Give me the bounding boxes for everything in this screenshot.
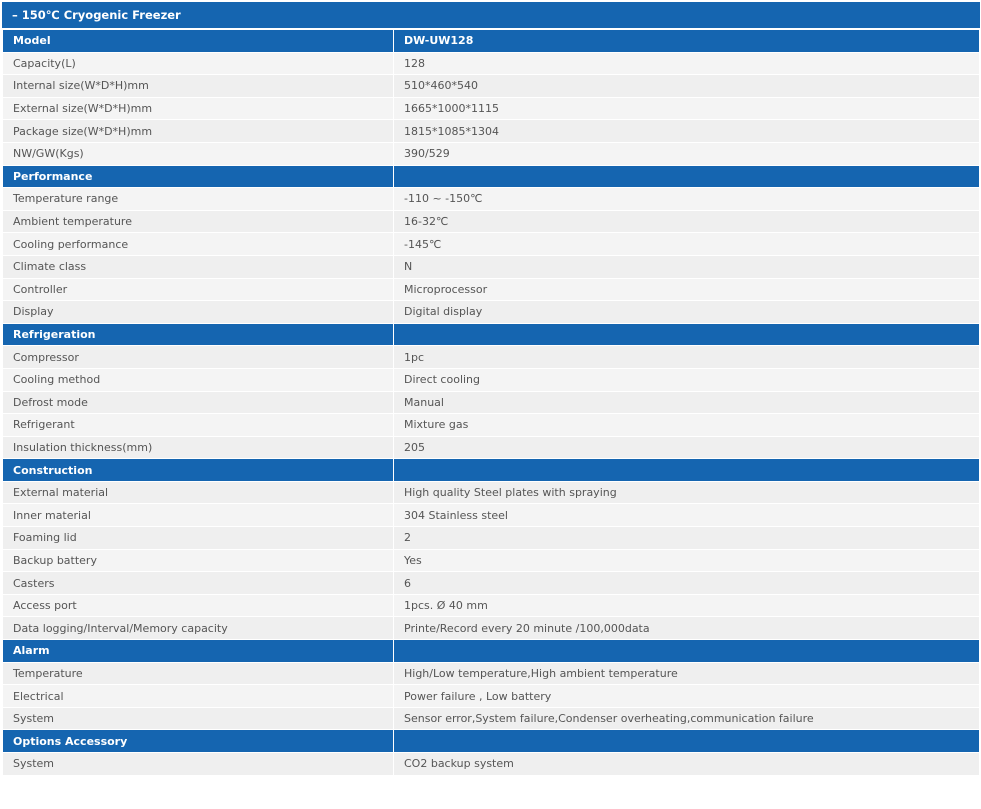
table-title: – 150℃ Cryogenic Freezer xyxy=(2,2,980,29)
spec-label: Internal size(W*D*H)mm xyxy=(3,75,394,98)
spec-value: Power failure , Low battery xyxy=(394,685,980,708)
spec-value: Manual xyxy=(394,391,980,414)
section-title: Construction xyxy=(3,459,394,482)
spec-value: 16-32℃ xyxy=(394,210,980,233)
spec-value: 510*460*540 xyxy=(394,75,980,98)
spec-label: Access port xyxy=(3,594,394,617)
spec-value: 304 Stainless steel xyxy=(394,504,980,527)
spec-label: External material xyxy=(3,481,394,504)
spec-label: Cooling method xyxy=(3,368,394,391)
spec-table xyxy=(2,29,980,776)
spec-label: Ambient temperature xyxy=(3,210,394,233)
section-value xyxy=(394,730,980,753)
table-row xyxy=(3,75,980,98)
table-row xyxy=(3,188,980,211)
spec-label: Package size(W*D*H)mm xyxy=(3,120,394,143)
spec-label: System xyxy=(3,753,394,776)
section-header-row xyxy=(3,730,980,753)
spec-label: Data logging/Interval/Memory capacity xyxy=(3,617,394,640)
table-row xyxy=(3,233,980,256)
spec-value: CO2 backup system xyxy=(394,753,980,776)
section-value xyxy=(394,323,980,346)
spec-value: 1665*1000*1115 xyxy=(394,97,980,120)
spec-label: NW/GW(Kgs) xyxy=(3,142,394,165)
table-row xyxy=(3,594,980,617)
spec-label: Inner material xyxy=(3,504,394,527)
table-row xyxy=(3,391,980,414)
table-row xyxy=(3,685,980,708)
table-row xyxy=(3,527,980,550)
section-value xyxy=(394,165,980,188)
spec-value: 1pc xyxy=(394,346,980,369)
spec-label: Compressor xyxy=(3,346,394,369)
spec-value: 390/529 xyxy=(394,142,980,165)
spec-value: 1pcs. Ø 40 mm xyxy=(394,594,980,617)
spec-value: Microprocessor xyxy=(394,278,980,301)
section-title: Alarm xyxy=(3,640,394,663)
spec-label: Insulation thickness(mm) xyxy=(3,436,394,459)
spec-value: 128 xyxy=(394,52,980,75)
section-value xyxy=(394,459,980,482)
table-row xyxy=(3,617,980,640)
table-row xyxy=(3,436,980,459)
section-value xyxy=(394,640,980,663)
spec-label: Electrical xyxy=(3,685,394,708)
section-header-row xyxy=(3,323,980,346)
spec-value: 1815*1085*1304 xyxy=(394,120,980,143)
spec-value: High/Low temperature,High ambient temperature xyxy=(394,662,980,685)
spec-value: Mixture gas xyxy=(394,414,980,437)
spec-value: -145℃ xyxy=(394,233,980,256)
spec-label: Defrost mode xyxy=(3,391,394,414)
table-row xyxy=(3,707,980,730)
table-row xyxy=(3,572,980,595)
section-title: Performance xyxy=(3,165,394,188)
spec-value: Printe/Record every 20 minute /100,000data xyxy=(394,617,980,640)
table-row xyxy=(3,346,980,369)
table-row xyxy=(3,662,980,685)
spec-label: Capacity(L) xyxy=(3,52,394,75)
table-row xyxy=(3,142,980,165)
spec-label: Foaming lid xyxy=(3,527,394,550)
section-title: Options Accessory xyxy=(3,730,394,753)
spec-label: Backup battery xyxy=(3,549,394,572)
spec-label: Controller xyxy=(3,278,394,301)
spec-label: Casters xyxy=(3,572,394,595)
spec-value: 6 xyxy=(394,572,980,595)
section-header-row xyxy=(3,459,980,482)
table-row xyxy=(3,504,980,527)
spec-label: Temperature range xyxy=(3,188,394,211)
spec-value: -110 ~ -150℃ xyxy=(394,188,980,211)
section-header-row xyxy=(3,30,980,53)
spec-label: Cooling performance xyxy=(3,233,394,256)
spec-value: Direct cooling xyxy=(394,368,980,391)
spec-label: Refrigerant xyxy=(3,414,394,437)
table-row xyxy=(3,301,980,324)
table-row xyxy=(3,278,980,301)
section-header-row xyxy=(3,640,980,663)
table-row xyxy=(3,255,980,278)
table-row xyxy=(3,481,980,504)
spec-value: High quality Steel plates with spraying xyxy=(394,481,980,504)
section-title: Model xyxy=(3,30,394,53)
table-row xyxy=(3,368,980,391)
spec-label: Temperature xyxy=(3,662,394,685)
table-row xyxy=(3,52,980,75)
spec-sheet xyxy=(2,2,980,776)
spec-label: Climate class xyxy=(3,255,394,278)
table-row xyxy=(3,120,980,143)
spec-value: N xyxy=(394,255,980,278)
spec-value: 2 xyxy=(394,527,980,550)
table-row xyxy=(3,549,980,572)
spec-value: 205 xyxy=(394,436,980,459)
spec-value: Yes xyxy=(394,549,980,572)
section-header-row xyxy=(3,165,980,188)
spec-table-body xyxy=(3,30,980,776)
spec-label: External size(W*D*H)mm xyxy=(3,97,394,120)
section-title: Refrigeration xyxy=(3,323,394,346)
table-row xyxy=(3,210,980,233)
table-row xyxy=(3,753,980,776)
table-row xyxy=(3,414,980,437)
spec-value: Sensor error,System failure,Condenser overheating,communication failure xyxy=(394,707,980,730)
spec-label: System xyxy=(3,707,394,730)
table-row xyxy=(3,97,980,120)
spec-value: Digital display xyxy=(394,301,980,324)
section-value: DW-UW128 xyxy=(394,30,980,53)
spec-label: Display xyxy=(3,301,394,324)
